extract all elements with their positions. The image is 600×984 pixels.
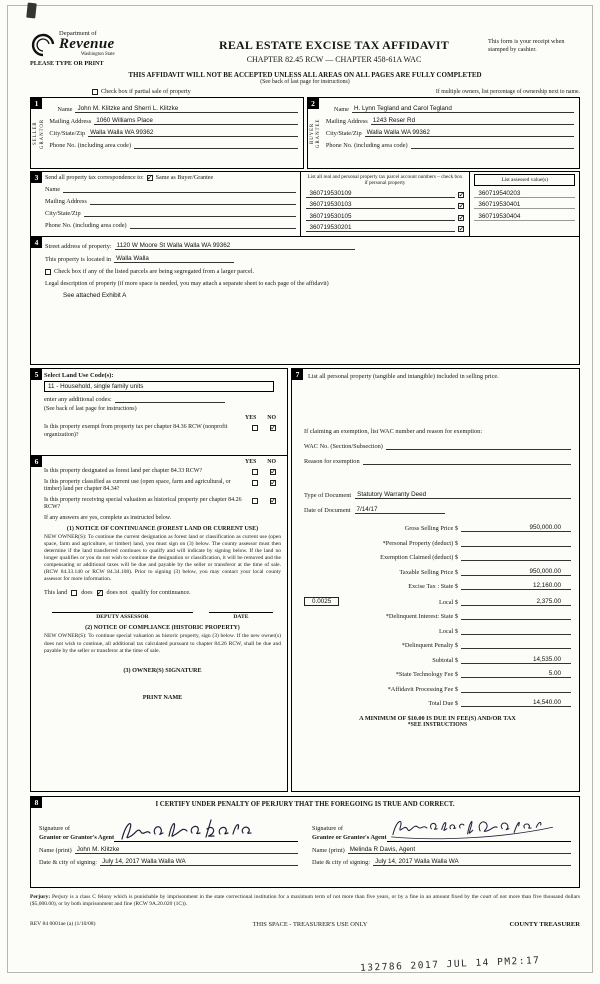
grantor-signature-line[interactable] bbox=[114, 814, 298, 842]
section-2-badge: 2 bbox=[308, 98, 319, 109]
legal-description-label: Legal description of property (if more space is needed, you may attach a separate sheet to each page of the affidavit) bbox=[45, 281, 329, 287]
notice-continuance-title: (1) NOTICE OF CONTINUANCE (FOREST LAND OR CURRENT USE) bbox=[66, 525, 259, 532]
please-type-or-print: PLEASE TYPE OR PRINT bbox=[30, 60, 104, 67]
legal-description-field[interactable]: See attached Exhibit A bbox=[63, 292, 127, 299]
current-use-yes-checkbox[interactable] bbox=[252, 480, 258, 486]
forest-yes-checkbox[interactable] bbox=[252, 469, 258, 475]
buyer-grantee-box bbox=[307, 97, 581, 169]
qualify-suffix: qualify for continuance. bbox=[131, 589, 191, 597]
banner-instructions: (See back of last page for instructions) bbox=[260, 79, 350, 85]
parcel-number[interactable]: 360719530103 bbox=[306, 201, 456, 209]
seller-csz-field[interactable]: Walla Walla WA 99362 bbox=[88, 129, 297, 137]
forest-no-checkbox[interactable] bbox=[270, 469, 276, 475]
does-checkbox[interactable] bbox=[71, 590, 77, 596]
street-address-label: Street address of property: bbox=[45, 243, 112, 250]
perjury-body: Perjury is a class C felony which is punishable by imprisonment in the state correctional institution for a maximum term of not more than five years, or by a fine in an amount fixed by the court of not more than five thousand dollars ($5,000.00), or by both imprisonment and fine (RCW 9A.20.020 (1C)). bbox=[30, 894, 580, 908]
dor-logo bbox=[30, 30, 180, 67]
segregated-label: Check box if any of the listed parcels are being segregated from a larger parcel. bbox=[54, 268, 255, 275]
buyer-mailing-field[interactable]: 1243 Reser Rd bbox=[371, 117, 574, 125]
multiple-owners-note: If multiple owners, list percentage of ownership next to name. bbox=[435, 88, 580, 95]
processing-fee-value[interactable] bbox=[461, 685, 571, 693]
no-header: NO bbox=[267, 415, 276, 421]
personal-deduct-value[interactable] bbox=[461, 539, 571, 547]
grantee-sig-label-1: Signature of bbox=[312, 825, 343, 832]
doc-date-field[interactable]: 7/14/17 bbox=[355, 506, 445, 514]
seller-side-labels bbox=[31, 98, 47, 168]
excise-local-label: Local $ bbox=[438, 598, 458, 606]
seller-phone-field[interactable] bbox=[134, 141, 297, 149]
deputy-assessor-line[interactable]: DEPUTY ASSESSOR bbox=[52, 612, 193, 620]
minimum-fee-note: A MINIMUM OF $10.00 IS DUE IN FEE(S) AND/OR TAX bbox=[359, 715, 516, 723]
total-due-label: Total Due $ bbox=[428, 700, 458, 708]
perjury-label: Perjury: bbox=[30, 894, 51, 900]
delinq-interest-local-label: Local $ bbox=[438, 627, 458, 635]
certify-statement: I CERTIFY UNDER PENALTY OF PERJURY THAT THE FOREGOING IS TRUE AND CORRECT. bbox=[155, 801, 455, 808]
tech-fee-label: *State Technology Fee $ bbox=[395, 671, 458, 679]
parcel-numbers-header: List all real and personal property tax parcel account numbers – check box if personal property bbox=[307, 174, 463, 187]
partial-sale-label: Check box if partial sale of property bbox=[101, 88, 191, 95]
delinq-interest-local-value[interactable] bbox=[461, 627, 571, 635]
grantor-sig-label-1: Signature of bbox=[39, 825, 70, 832]
located-in-field[interactable]: Walla Walla bbox=[114, 255, 234, 263]
buyer-mailing-label: Mailing Address bbox=[325, 118, 368, 125]
print-name-heading: PRINT NAME bbox=[142, 693, 183, 701]
land-use-box bbox=[30, 368, 288, 456]
grantor-name-label: Name (print) bbox=[39, 847, 72, 854]
seller-csz-label: City/State/Zip bbox=[49, 130, 86, 137]
reason-label: Reason for exemption bbox=[304, 457, 360, 465]
see-instructions-note: *SEE INSTRUCTIONS bbox=[407, 722, 468, 729]
owners-signature-blank[interactable] bbox=[44, 674, 281, 694]
personal-property-checkbox[interactable] bbox=[458, 226, 464, 232]
treasurer-space-note: THIS SPACE - TREASURER'S USE ONLY bbox=[252, 920, 368, 928]
buyer-vertical-label: BUYER bbox=[309, 122, 315, 145]
owners-signature-heading: (3) OWNER(S) SIGNATURE bbox=[123, 666, 202, 674]
parcel-number[interactable]: 360719530201 bbox=[306, 224, 456, 232]
grantor-signature-block bbox=[39, 812, 298, 866]
additional-codes-label: enter any additional codes: bbox=[44, 396, 112, 403]
assessed-value[interactable] bbox=[474, 224, 575, 232]
personal-property-checkbox[interactable] bbox=[458, 192, 464, 198]
corr-name-field[interactable] bbox=[63, 185, 295, 193]
grantee-signature-block bbox=[312, 812, 571, 866]
grantee-signature bbox=[387, 811, 557, 845]
wac-label: WAC No. (Section/Subsection) bbox=[304, 442, 383, 450]
corr-phone-label: Phone No. (including area code) bbox=[45, 222, 127, 229]
tax-correspondence-box bbox=[30, 171, 580, 237]
assessed-value[interactable]: 360719540203 bbox=[474, 190, 575, 198]
parcel-number[interactable]: 360719530109 bbox=[306, 190, 456, 198]
excise-local-value[interactable]: 2,375.00 bbox=[461, 598, 571, 606]
corr-mailing-label: Mailing Address bbox=[45, 198, 87, 205]
buyer-csz-label: City/State/Zip bbox=[325, 130, 362, 137]
current-use-question: Is this property classified as current use (open space, farm and agricultural, or timber) land per chapter 84.34? bbox=[44, 478, 231, 492]
rev-form-number: REV 84 0001ae (a) (1/10/08) bbox=[30, 921, 96, 928]
assessor-date-line[interactable]: DATE bbox=[209, 612, 273, 620]
yes-header: YES bbox=[245, 415, 257, 421]
located-in-label: This property is located in bbox=[45, 256, 112, 263]
send-correspondence-label: Send all property tax correspondence to: bbox=[45, 175, 144, 181]
tech-fee-value[interactable]: 5.00 bbox=[461, 670, 571, 678]
nonprofit-question: Is this property exempt from property tax per chapter 84.36 RCW (nonprofit organization)? bbox=[44, 424, 228, 438]
section-6-badge: 6 bbox=[31, 456, 42, 467]
parcel-number[interactable]: 360719530105 bbox=[306, 213, 456, 221]
land-use-code-field[interactable]: 11 - Household, single family units bbox=[44, 381, 274, 392]
form-header bbox=[30, 30, 580, 67]
taxable-price-value[interactable]: 950,000.00 bbox=[461, 568, 571, 576]
if-yes-note: If any answers are yes, complete as instructed below. bbox=[44, 514, 172, 521]
delinq-penalty-value[interactable] bbox=[461, 641, 571, 649]
current-use-no-checkbox[interactable] bbox=[270, 480, 276, 486]
section-5-badge: 5 bbox=[31, 369, 42, 380]
buyer-phone-field[interactable] bbox=[411, 141, 574, 149]
seller-mailing-field[interactable]: 1060 Williams Place bbox=[94, 117, 297, 125]
nonprofit-yes-checkbox[interactable] bbox=[252, 425, 258, 431]
corr-csz-field[interactable] bbox=[84, 209, 296, 217]
buyer-csz-field[interactable]: Walla Walla WA 99362 bbox=[365, 129, 574, 137]
grantee-name-field[interactable]: Melinda R Davis, Agent bbox=[348, 846, 571, 854]
local-rate-box[interactable]: 0.0025 bbox=[304, 597, 339, 606]
acceptance-banner: THIS AFFIDAVIT WILL NOT BE ACCEPTED UNLESS ALL AREAS ON ALL PAGES ARE FULLY COMPLETED bbox=[128, 71, 482, 79]
buyer-side-labels bbox=[308, 98, 324, 168]
logo-dept-line: Department of bbox=[59, 30, 97, 37]
doc-type-field[interactable]: Statutory Warranty Deed bbox=[355, 491, 571, 499]
same-as-buyer-checkbox[interactable] bbox=[147, 175, 153, 181]
no-header: NO bbox=[267, 459, 276, 465]
form-title: REAL ESTATE EXCISE TAX AFFIDAVIT bbox=[218, 38, 450, 52]
notice-continuance-body: NEW OWNER(S): To continue the current designation as forest land or classification as current use (open space, farm and agriculture, or timber) land, you must sign on (3) below. The county assessor must then determine if the land transferred continues to qualify and will indicate by signing below. If the land no longer qualifies or you do not wish to continue the designation or classification, it will be removed and the compensating or additional taxes will be due and payable by the seller or transferor at the time of sale. (RCW 84.33.140 or RCW 84.34.108). Prior to signing (3) below, you may contact your local county assessor for more information. bbox=[44, 533, 281, 583]
logo-state-line: Washington State bbox=[81, 52, 115, 57]
grantor-signature bbox=[114, 815, 264, 845]
taxable-price-label: Taxable Selling Price $ bbox=[399, 568, 458, 576]
section-4-badge: 4 bbox=[31, 237, 42, 248]
grantee-name-label: Name (print) bbox=[312, 847, 345, 854]
personal-property-checkbox[interactable] bbox=[458, 215, 464, 221]
logo-revenue-word: Revenue bbox=[59, 36, 115, 52]
personal-deduct-label: *Personal Property (deduct) $ bbox=[382, 539, 458, 547]
personal-property-checkbox[interactable] bbox=[458, 203, 464, 209]
nonprofit-no-checkbox[interactable] bbox=[270, 425, 276, 431]
form-chapter: CHAPTER 82.45 RCW — CHAPTER 458-61A WAC bbox=[246, 55, 422, 64]
subtotal-value[interactable]: 14,535.00 bbox=[461, 656, 571, 664]
grantor-sig-label-2: Grantor or Grantor's Agent bbox=[39, 833, 115, 841]
subtotal-label: Subtotal $ bbox=[432, 656, 458, 664]
scan-artifact-mark bbox=[26, 3, 37, 19]
street-address-field[interactable]: 1120 W Moore St Walla Walla WA 99362 bbox=[115, 242, 355, 250]
historic-yes-checkbox[interactable] bbox=[252, 498, 258, 504]
buyer-name-field[interactable]: H. Lynn Tegland and Carol Tegland bbox=[352, 105, 574, 113]
total-due-value[interactable]: 14,540.00 bbox=[461, 699, 571, 707]
does-not-label: does not bbox=[106, 589, 128, 597]
cashier-date-stamp: 132786 2017 JUL 14 PM2:17 bbox=[359, 955, 541, 974]
doc-date-label: Date of Document bbox=[304, 506, 351, 514]
grantee-date-label: Date & city of signing: bbox=[312, 859, 371, 866]
grantor-vertical-label: GRANTOR bbox=[39, 118, 45, 149]
continuance-box bbox=[30, 456, 288, 792]
assessed-value[interactable]: 360719530404 bbox=[474, 213, 575, 221]
does-not-checkbox[interactable] bbox=[97, 590, 103, 596]
exemption-deduct-label: Exemption Claimed (deduct) $ bbox=[380, 554, 458, 562]
additional-codes-field[interactable] bbox=[115, 395, 225, 403]
receipt-note: This form is your receipt when stamped by cashier. bbox=[488, 38, 565, 54]
certification-box bbox=[30, 796, 580, 888]
same-as-buyer-label: Same as Buyer/Grantee bbox=[155, 175, 214, 181]
historic-no-checkbox[interactable] bbox=[270, 498, 276, 504]
section-8-badge: 8 bbox=[31, 797, 42, 808]
partial-sale-checkbox[interactable] bbox=[92, 89, 98, 95]
excise-state-value[interactable]: 12,160.00 bbox=[461, 582, 571, 590]
grantee-date-field[interactable]: July 14, 2017 Walla Walla WA bbox=[373, 858, 571, 866]
processing-fee-label: *Affidavit Processing Fee $ bbox=[387, 685, 458, 693]
corr-phone-field[interactable] bbox=[130, 221, 296, 229]
doc-type-label: Type of Document bbox=[304, 491, 352, 499]
gross-price-value[interactable]: 950,000.00 bbox=[461, 524, 571, 532]
seller-mailing-label: Mailing Address bbox=[49, 118, 92, 125]
seller-grantor-box bbox=[30, 97, 304, 169]
seller-name-label: Name bbox=[57, 106, 73, 113]
notice-compliance-title: (2) NOTICE OF COMPLIANCE (HISTORIC PROPERTY) bbox=[85, 625, 240, 632]
does-label: does bbox=[81, 589, 93, 597]
seller-vertical-label: SELLER bbox=[33, 121, 38, 146]
assessed-value[interactable]: 360719530401 bbox=[474, 201, 575, 209]
seller-phone-label: Phone No. (including area code) bbox=[49, 142, 132, 149]
grantor-name-field[interactable]: John M. Klitzke bbox=[75, 846, 298, 854]
corr-mailing-field[interactable] bbox=[90, 197, 296, 205]
land-use-title: Select Land Use Code(s): bbox=[44, 372, 114, 379]
property-address-box bbox=[30, 237, 580, 365]
wac-field[interactable] bbox=[386, 442, 571, 450]
grantor-date-label: Date & city of signing: bbox=[39, 859, 98, 866]
grantee-signature-line[interactable] bbox=[387, 814, 571, 842]
historic-question: Is this property receiving special valuation as historical property per chapter 84.26 RCW? bbox=[44, 496, 242, 510]
grantor-date-field[interactable]: July 14, 2017 Walla Walla WA bbox=[100, 858, 298, 866]
corr-csz-label: City/State/Zip bbox=[45, 210, 81, 217]
delinq-interest-state-label: *Delinquent Interest: State $ bbox=[385, 613, 458, 621]
gross-price-label: Gross Selling Price $ bbox=[404, 525, 458, 533]
county-treasurer-label: COUNTY TREASURER bbox=[509, 920, 580, 928]
yes-header: YES bbox=[245, 459, 257, 465]
section-3-badge: 3 bbox=[31, 172, 42, 183]
qualify-prefix: This land bbox=[44, 589, 68, 597]
exemption-note: If claiming an exemption, list WAC number and reason for exemption: bbox=[304, 427, 483, 435]
seller-name-field[interactable]: John M. Klitzke and Sherri L. Klitzke bbox=[75, 105, 297, 113]
reason-field[interactable] bbox=[363, 457, 571, 465]
forest-land-question: Is this property designated as forest land per chapter 84.33 RCW? bbox=[44, 468, 203, 474]
revenue-swoosh-icon bbox=[30, 31, 56, 57]
grantee-vertical-label: GRANTEE bbox=[316, 118, 322, 149]
buyer-name-label: Name bbox=[333, 106, 349, 113]
notice-compliance-body: NEW OWNER(S): To continue special valuation as historic property, sign (3) below. If the new owner(s) does not wish to continue, all additional tax calculated pursuant to chapter 84.26 RCW, shall be due and payable by the seller or transferor at the time of sale. bbox=[44, 633, 281, 654]
segregated-checkbox[interactable] bbox=[45, 269, 51, 275]
excise-state-label: Excise Tax : State $ bbox=[408, 583, 458, 591]
buyer-phone-label: Phone No. (including area code) bbox=[325, 142, 408, 149]
corr-name-label: Name bbox=[45, 186, 61, 193]
personal-property-instruction: List all personal property (tangible and intangible) included in selling price. bbox=[308, 373, 499, 380]
see-back-note: (See back of last page for instructions) bbox=[44, 406, 137, 412]
assessed-values-header: List assessed value(s) bbox=[474, 174, 575, 186]
exemption-deduct-value[interactable] bbox=[461, 553, 571, 561]
section-7-badge: 7 bbox=[292, 369, 303, 380]
delinq-interest-state-value[interactable] bbox=[461, 612, 571, 620]
tax-computation-box bbox=[291, 368, 580, 792]
grantee-sig-label-2: Grantee or Grantee's Agent bbox=[312, 833, 387, 841]
delinq-penalty-label: *Delinquent Penalty $ bbox=[401, 642, 458, 650]
section-1-badge: 1 bbox=[31, 98, 42, 109]
